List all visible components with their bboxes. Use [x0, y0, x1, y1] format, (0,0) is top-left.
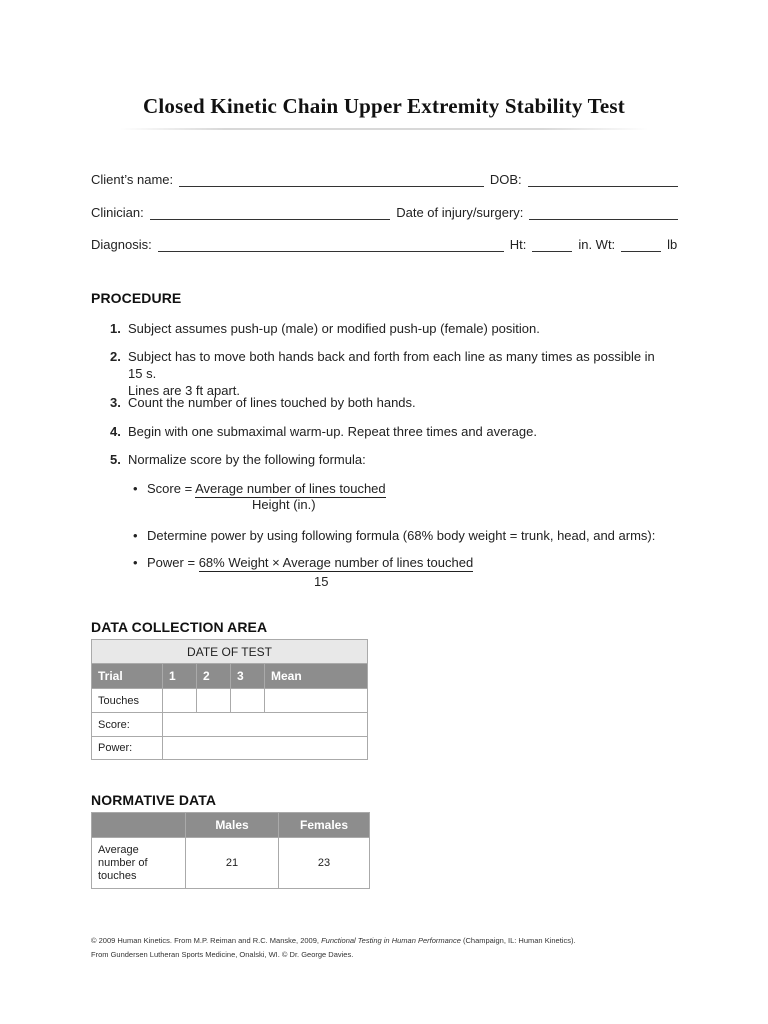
- client-info-row-3: [91, 237, 678, 252]
- touches-trial-3-cell[interactable]: [231, 689, 265, 713]
- row-label-touches: Touches: [92, 689, 163, 713]
- col-1: 1: [163, 664, 197, 689]
- copyright-footer: [91, 936, 576, 945]
- procedure-step-1: [110, 320, 670, 337]
- footer-line1-b: (Champaign, IL: Human Kinetics).: [462, 936, 576, 945]
- ht-label: Ht:: [509, 237, 527, 252]
- power-prefix: Power =: [147, 555, 196, 570]
- step-text: Normalize score by the following formula:: [128, 452, 366, 467]
- col-mean: Mean: [265, 664, 368, 689]
- row-label-power: Power:: [92, 737, 163, 760]
- score-numerator: Average number of lines touched: [195, 481, 386, 496]
- step-text-continued: Lines are 3 ft apart.: [128, 383, 241, 398]
- lb-label: lb: [667, 237, 678, 252]
- dob-blank[interactable]: [528, 174, 678, 187]
- wt-blank[interactable]: [621, 239, 661, 252]
- source-footer: From Gundersen Lutheran Sports Medicine, Onalski, WI. © Dr. George Davies.: [91, 950, 354, 959]
- procedure-step-2: [110, 348, 670, 399]
- diagnosis-blank[interactable]: [158, 239, 504, 252]
- power-cell[interactable]: [163, 737, 368, 760]
- col-trial: Trial: [92, 664, 163, 689]
- procedure-step-3: [110, 394, 670, 411]
- touches-trial-2-cell[interactable]: [197, 689, 231, 713]
- step-number: 1.: [110, 321, 121, 336]
- row-label-average-touches: [92, 838, 186, 889]
- client-name-label: Client’s name:: [91, 172, 174, 187]
- date-of-injury-label: Date of injury/surgery:: [396, 205, 524, 220]
- col-females: Females: [279, 813, 370, 838]
- table-row: [92, 737, 368, 760]
- page-title: Closed Kinetic Chain Upper Extremity Stability Test: [143, 94, 625, 118]
- col-2: 2: [197, 664, 231, 689]
- procedure-heading: PROCEDURE: [91, 290, 182, 306]
- table-row: [92, 689, 368, 713]
- power-denominator: 15: [314, 574, 329, 589]
- col-males: Males: [186, 813, 279, 838]
- bullet-icon: •: [133, 528, 138, 543]
- touches-trial-1-cell[interactable]: [163, 689, 197, 713]
- procedure-step-4: [110, 423, 670, 440]
- step-text: Begin with one submaximal warm-up. Repeat three times and average.: [128, 424, 537, 439]
- procedure-step-5: [110, 451, 670, 468]
- data-collection-heading: DATA COLLECTION AREA: [91, 619, 268, 635]
- row-label-line: Average: [98, 843, 139, 856]
- step-text: Count the number of lines touched by both hands.: [128, 395, 416, 410]
- client-info-row-1: [91, 172, 678, 187]
- step-number: 5.: [110, 452, 121, 467]
- touches-mean-cell[interactable]: [265, 689, 368, 713]
- normative-data-heading: NORMATIVE DATA: [91, 792, 217, 808]
- row-label-line: number of: [98, 856, 148, 869]
- ht-blank[interactable]: [532, 239, 572, 252]
- females-value: 23: [279, 838, 370, 889]
- step-text: Subject has to move both hands back and forth from each line as many times as possible in 15 s.: [128, 349, 655, 381]
- footer-book-title: Functional Testing in Human Performance: [321, 936, 461, 945]
- table-row: [92, 713, 368, 737]
- score-prefix: Score =: [147, 481, 193, 496]
- step-number: 3.: [110, 395, 121, 410]
- step-number: 4.: [110, 424, 121, 439]
- in-wt-label: in. Wt:: [578, 237, 616, 252]
- step-text: Subject assumes push-up (male) or modified push-up (female) position.: [128, 321, 540, 336]
- data-collection-table: [91, 639, 368, 760]
- males-value: 21: [186, 838, 279, 889]
- score-denominator: Height (in.): [252, 497, 316, 512]
- power-formula: [133, 554, 473, 571]
- power-numerator: 68% Weight × Average number of lines touched: [198, 555, 474, 570]
- clinician-label: Clinician:: [91, 205, 144, 220]
- step-number: 2.: [110, 349, 121, 364]
- col-3: 3: [231, 664, 265, 689]
- client-name-blank[interactable]: [179, 174, 484, 187]
- bullet-icon: •: [133, 555, 138, 570]
- power-note: [133, 527, 655, 544]
- normative-data-table: [91, 812, 370, 889]
- dob-label: DOB:: [489, 172, 522, 187]
- col-blank: [92, 813, 186, 838]
- date-of-test-header: DATE OF TEST: [92, 640, 368, 664]
- title-divider: [120, 128, 648, 130]
- power-note-text: Determine power by using following formula (68% body weight = trunk, head, and arms):: [147, 528, 656, 543]
- score-cell[interactable]: [163, 713, 368, 737]
- date-of-injury-blank[interactable]: [529, 207, 678, 220]
- client-info-row-2: [91, 205, 678, 220]
- score-formula: [133, 480, 386, 497]
- table-row: [92, 838, 370, 889]
- row-label-score: Score:: [92, 713, 163, 737]
- diagnosis-label: Diagnosis:: [91, 237, 152, 252]
- row-label-line: touches: [98, 869, 137, 882]
- bullet-icon: •: [133, 481, 138, 496]
- clinician-blank[interactable]: [150, 207, 390, 220]
- footer-line1-a: © 2009 Human Kinetics. From M.P. Reiman and R.C. Manske, 2009,: [91, 936, 319, 945]
